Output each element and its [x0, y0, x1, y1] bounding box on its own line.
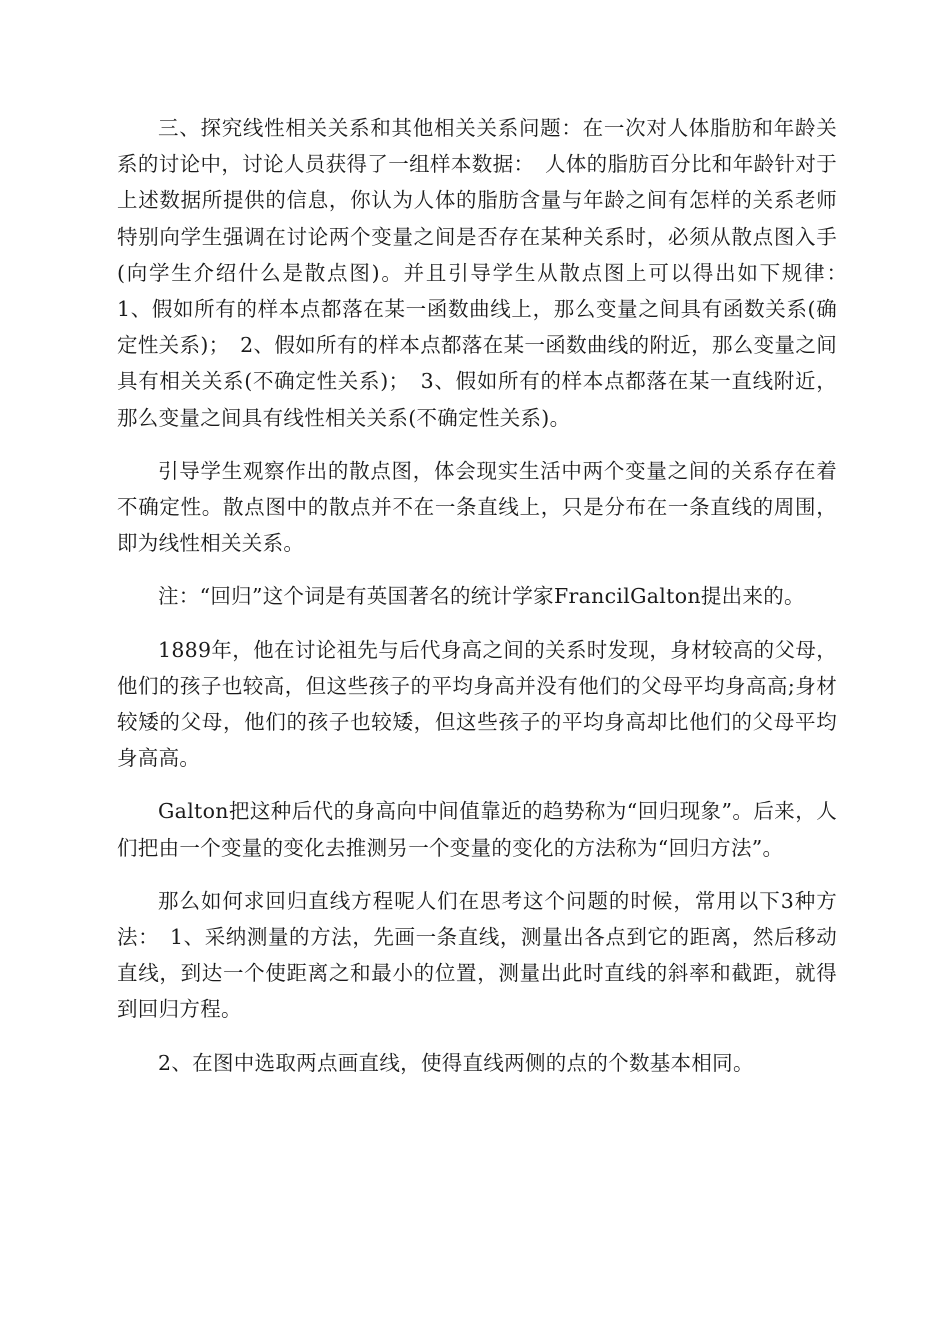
- paragraph-methods-intro: 那么如何求回归直线方程呢人们在思考这个问题的时候，常用以下3种方法： 1、采纳测量的方法，先画一条直线，测量出各点到它的距离，然后移动直线，到达一个使距离之和最小的位置，测量出此时直线的斜率和截距，就得到回归方程。: [117, 888, 837, 1022]
- paragraph-galton-1889: 1889年，他在讨论祖先与后代身高之间的关系时发现，身材较高的父母，他们的孩子也较高，但这些孩子的平均身高并没有他们的父母平均身高高;身材较矮的父母，他们的孩子也较矮，但这些孩子的平均身高却比他们的父母平均身高高。: [117, 637, 837, 771]
- document-body: [117, 110, 858, 1098]
- paragraph-regression-phenomenon: Galton把这种后代的身高向中间值靠近的趋势称为“回归现象”。后来，人们把由一个变量的变化去推测另一个变量的变化的方法称为“回归方法”。: [117, 799, 837, 860]
- paragraph-scatter-observation: 引导学生观察作出的散点图，体会现实生活中两个变量之间的关系存在着不确定性。散点图中的散点并不在一条直线上，只是分布在一条直线的周围，即为线性相关关系。: [117, 458, 837, 556]
- paragraph-method-two: 2、在图中选取两点画直线，使得直线两侧的点的个数基本相同。: [158, 1050, 754, 1075]
- paragraph-regression-note: 注：“回归”这个词是有英国著名的统计学家FrancilGalton提出来的。: [158, 584, 805, 609]
- paragraph-correlation-exploration: 三、探究线性相关关系和其他相关关系问题：在一次对人体脂肪和年龄关系的讨论中，讨论人员获得了一组样本数据： 人体的脂肪百分比和年龄针对于上述数据所提供的信息，你认为人体的脂肪含量与年龄之间有怎样的关系老师特别向学生强调在讨论两个变量之间是否存在某种关系时，必须从散点图入手(向学生介绍什么是散点图)。并且引导学生从散点图上可以得出如下规律： 1、假如所有的样本点都落在某一函数曲线上，那么变量之间具有函数关系(确定性关系)； 2、假如所有的样本点都落在某一函数曲线的附近，那么变量之间具有相关关系(不确定性关系)； 3、假如所有的样本点都落在某一直线附近，那么变量之间具有线性相关关系(不确定性关系)。: [117, 116, 858, 430]
